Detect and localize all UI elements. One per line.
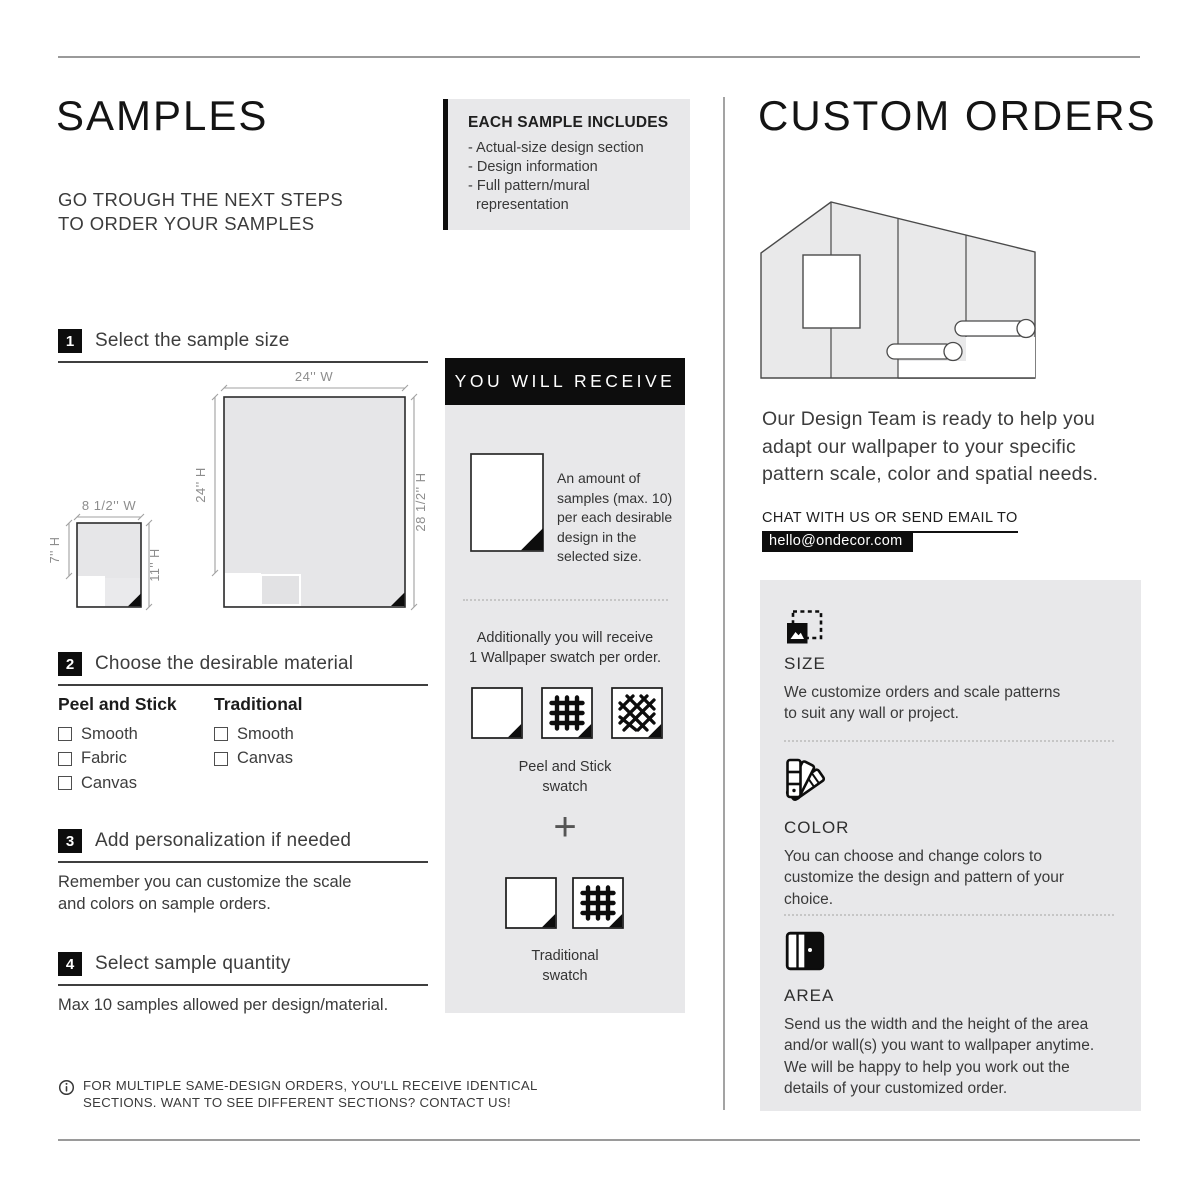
intro-line-2: adapt our wallpaper to your specific xyxy=(762,435,1076,458)
large-right-height-label: 28 1/2'' H xyxy=(413,472,428,532)
color-swatches-icon xyxy=(784,758,828,802)
custom-orders-title: CUSTOM ORDERS xyxy=(758,92,1157,139)
step-3-note-line-2: and colors on sample orders. xyxy=(58,895,271,914)
wall-door-icon xyxy=(784,930,826,972)
color-line-3: choice. xyxy=(784,890,834,908)
you-will-receive-header: YOU WILL RECEIVE xyxy=(445,358,685,405)
intro-line-1: Our Design Team is ready to help you xyxy=(762,408,1096,430)
step-3-note-line-1: Remember you can customize the scale xyxy=(58,873,352,891)
peel-swatch-label xyxy=(445,757,685,797)
step-3-note xyxy=(58,871,351,916)
dotted-separator xyxy=(784,914,1114,916)
large-left-height-label: 24'' H xyxy=(193,467,208,503)
footer-note-text xyxy=(83,1078,538,1112)
option-label: Canvas xyxy=(81,773,137,792)
area-line-2: and/or wall(s) you want to wallpaper anytime. xyxy=(784,1037,1095,1055)
size-text xyxy=(784,682,1060,725)
checkbox-traditional-canvas[interactable] xyxy=(214,752,228,766)
contact-label: CHAT WITH US OR SEND EMAIL TO xyxy=(762,510,1018,533)
traditional-title: Traditional xyxy=(214,694,303,714)
step-1-header xyxy=(58,329,428,363)
traditional-canvas-grid-swatch-icon xyxy=(572,877,624,929)
traditional-label-line-1: Traditional xyxy=(531,948,599,964)
material-column-traditional xyxy=(214,694,302,771)
column-divider xyxy=(723,97,725,1110)
small-left-height-label: 7'' H xyxy=(48,536,62,564)
option-label: Canvas xyxy=(237,749,293,768)
design-team-intro xyxy=(762,406,1098,489)
peel-fabric-grid-swatch-icon xyxy=(541,687,593,739)
customization-features-box xyxy=(760,580,1141,1111)
peel-canvas-crosshatch-swatch-icon xyxy=(611,687,663,739)
option-traditional-smooth[interactable] xyxy=(214,722,302,747)
option-label: Smooth xyxy=(237,724,294,743)
option-traditional-canvas[interactable] xyxy=(214,747,302,772)
color-line-2: customize the design and pattern of your xyxy=(784,869,1065,887)
intro-line-3: pattern scale, color and spatial needs. xyxy=(762,463,1099,486)
checkbox-traditional-smooth[interactable] xyxy=(214,727,228,741)
small-sample-white-section xyxy=(78,576,105,606)
includes-item: - Actual-size design section xyxy=(468,140,644,156)
dotted-separator xyxy=(784,740,1114,742)
plus-symbol: + xyxy=(553,805,577,849)
you-will-receive-panel xyxy=(445,405,685,1013)
checkbox-peel-fabric[interactable] xyxy=(58,752,72,766)
contact-email[interactable]: hello@ondecor.com xyxy=(762,531,913,552)
samples-amount-text: An amount of samples (max. 10) per each desirable design in the selected size. xyxy=(557,470,673,565)
peel-label-line-1: Peel and Stick xyxy=(518,759,612,775)
color-title: COLOR xyxy=(784,818,850,837)
step-1-label: Select the sample size xyxy=(95,330,290,351)
step-3-number: 3 xyxy=(58,829,82,853)
samples-title: SAMPLES xyxy=(56,92,269,139)
area-title: AREA xyxy=(784,986,835,1005)
sample-size-diagram xyxy=(48,370,430,650)
large-sample-inner-section xyxy=(261,575,300,605)
wallpaper-roll-lower xyxy=(887,343,962,361)
option-peel-smooth[interactable] xyxy=(58,722,177,747)
each-sample-includes-box xyxy=(443,99,690,230)
traditional-smooth-swatch-icon xyxy=(505,877,557,929)
bottom-rule xyxy=(58,1139,1140,1141)
option-peel-fabric[interactable] xyxy=(58,747,177,772)
small-width-label: 8 1/2'' W xyxy=(81,498,137,513)
color-line-1: You can choose and change colors to xyxy=(784,848,1042,865)
checkbox-peel-smooth[interactable] xyxy=(58,727,72,741)
includes-item-continued: representation xyxy=(476,196,569,213)
wallpaper-wall-illustration xyxy=(760,197,1040,383)
includes-item: - Design information xyxy=(468,158,598,175)
step-3-label: Add personalization if needed xyxy=(95,830,352,851)
small-right-height-label: 11'' H xyxy=(148,548,162,582)
intro-line-2: TO ORDER YOUR SAMPLES xyxy=(58,213,315,235)
step-2-label: Choose the desirable material xyxy=(95,653,354,674)
area-line-3: We will be happy to help you work out the xyxy=(784,1058,1070,1076)
includes-item: - Full pattern/mural xyxy=(468,177,590,194)
size-line-2: to suit any wall or project. xyxy=(784,705,959,723)
includes-title: EACH SAMPLE INCLUDES xyxy=(468,114,669,131)
area-line-4: details of your customized order. xyxy=(784,1080,1008,1098)
step-4-number: 4 xyxy=(58,952,82,976)
option-peel-canvas[interactable] xyxy=(58,771,177,796)
step-4-note: Max 10 samples allowed per design/material. xyxy=(58,996,389,1014)
peel-and-stick-title: Peel and Stick xyxy=(58,694,177,714)
step-2-number: 2 xyxy=(58,652,82,676)
option-label: Fabric xyxy=(81,749,127,768)
footer-note-line-1: FOR MULTIPLE SAME-DESIGN ORDERS, YOU'LL RECEIVE IDENTICAL xyxy=(83,1078,538,1093)
footer-note xyxy=(58,1078,538,1112)
top-rule xyxy=(58,56,1140,58)
wallpaper-roll-upper xyxy=(955,320,1035,338)
large-width-label: 24'' W xyxy=(294,370,334,384)
peel-smooth-swatch-icon xyxy=(471,687,523,739)
step-4-label: Select sample quantity xyxy=(95,953,291,974)
dotted-separator xyxy=(463,599,668,601)
step-1-number: 1 xyxy=(58,329,82,353)
size-line-1: We customize orders and scale patterns xyxy=(784,684,1061,701)
color-text xyxy=(784,846,1064,910)
size-title: SIZE xyxy=(784,654,826,673)
traditional-label-line-2: swatch xyxy=(542,968,588,984)
peel-label-line-2: swatch xyxy=(542,779,588,795)
additional-line-2: 1 Wallpaper swatch per order. xyxy=(468,650,662,666)
step-2-header xyxy=(58,652,428,686)
sample-sheet-icon xyxy=(470,453,544,552)
large-sample-white-section xyxy=(225,573,261,606)
option-label: Smooth xyxy=(81,724,138,743)
area-text xyxy=(784,1014,1094,1100)
resize-image-icon xyxy=(784,606,826,648)
checkbox-peel-canvas[interactable] xyxy=(58,776,72,790)
step-3-header xyxy=(58,829,428,863)
intro-line-1: GO TROUGH THE NEXT STEPS xyxy=(58,189,344,210)
window xyxy=(803,255,860,328)
material-column-peel xyxy=(58,694,177,796)
step-4-header xyxy=(58,952,428,986)
samples-intro xyxy=(58,188,343,237)
info-icon xyxy=(58,1079,75,1096)
area-line-1: Send us the width and the height of the area xyxy=(784,1016,1089,1033)
traditional-swatch-label xyxy=(445,946,685,986)
additional-line-1: Additionally you will receive xyxy=(476,630,654,646)
footer-note-line-2: SECTIONS. WANT TO SEE DIFFERENT SECTIONS? CONTACT US! xyxy=(83,1094,511,1110)
additional-swatch-text xyxy=(445,628,685,668)
